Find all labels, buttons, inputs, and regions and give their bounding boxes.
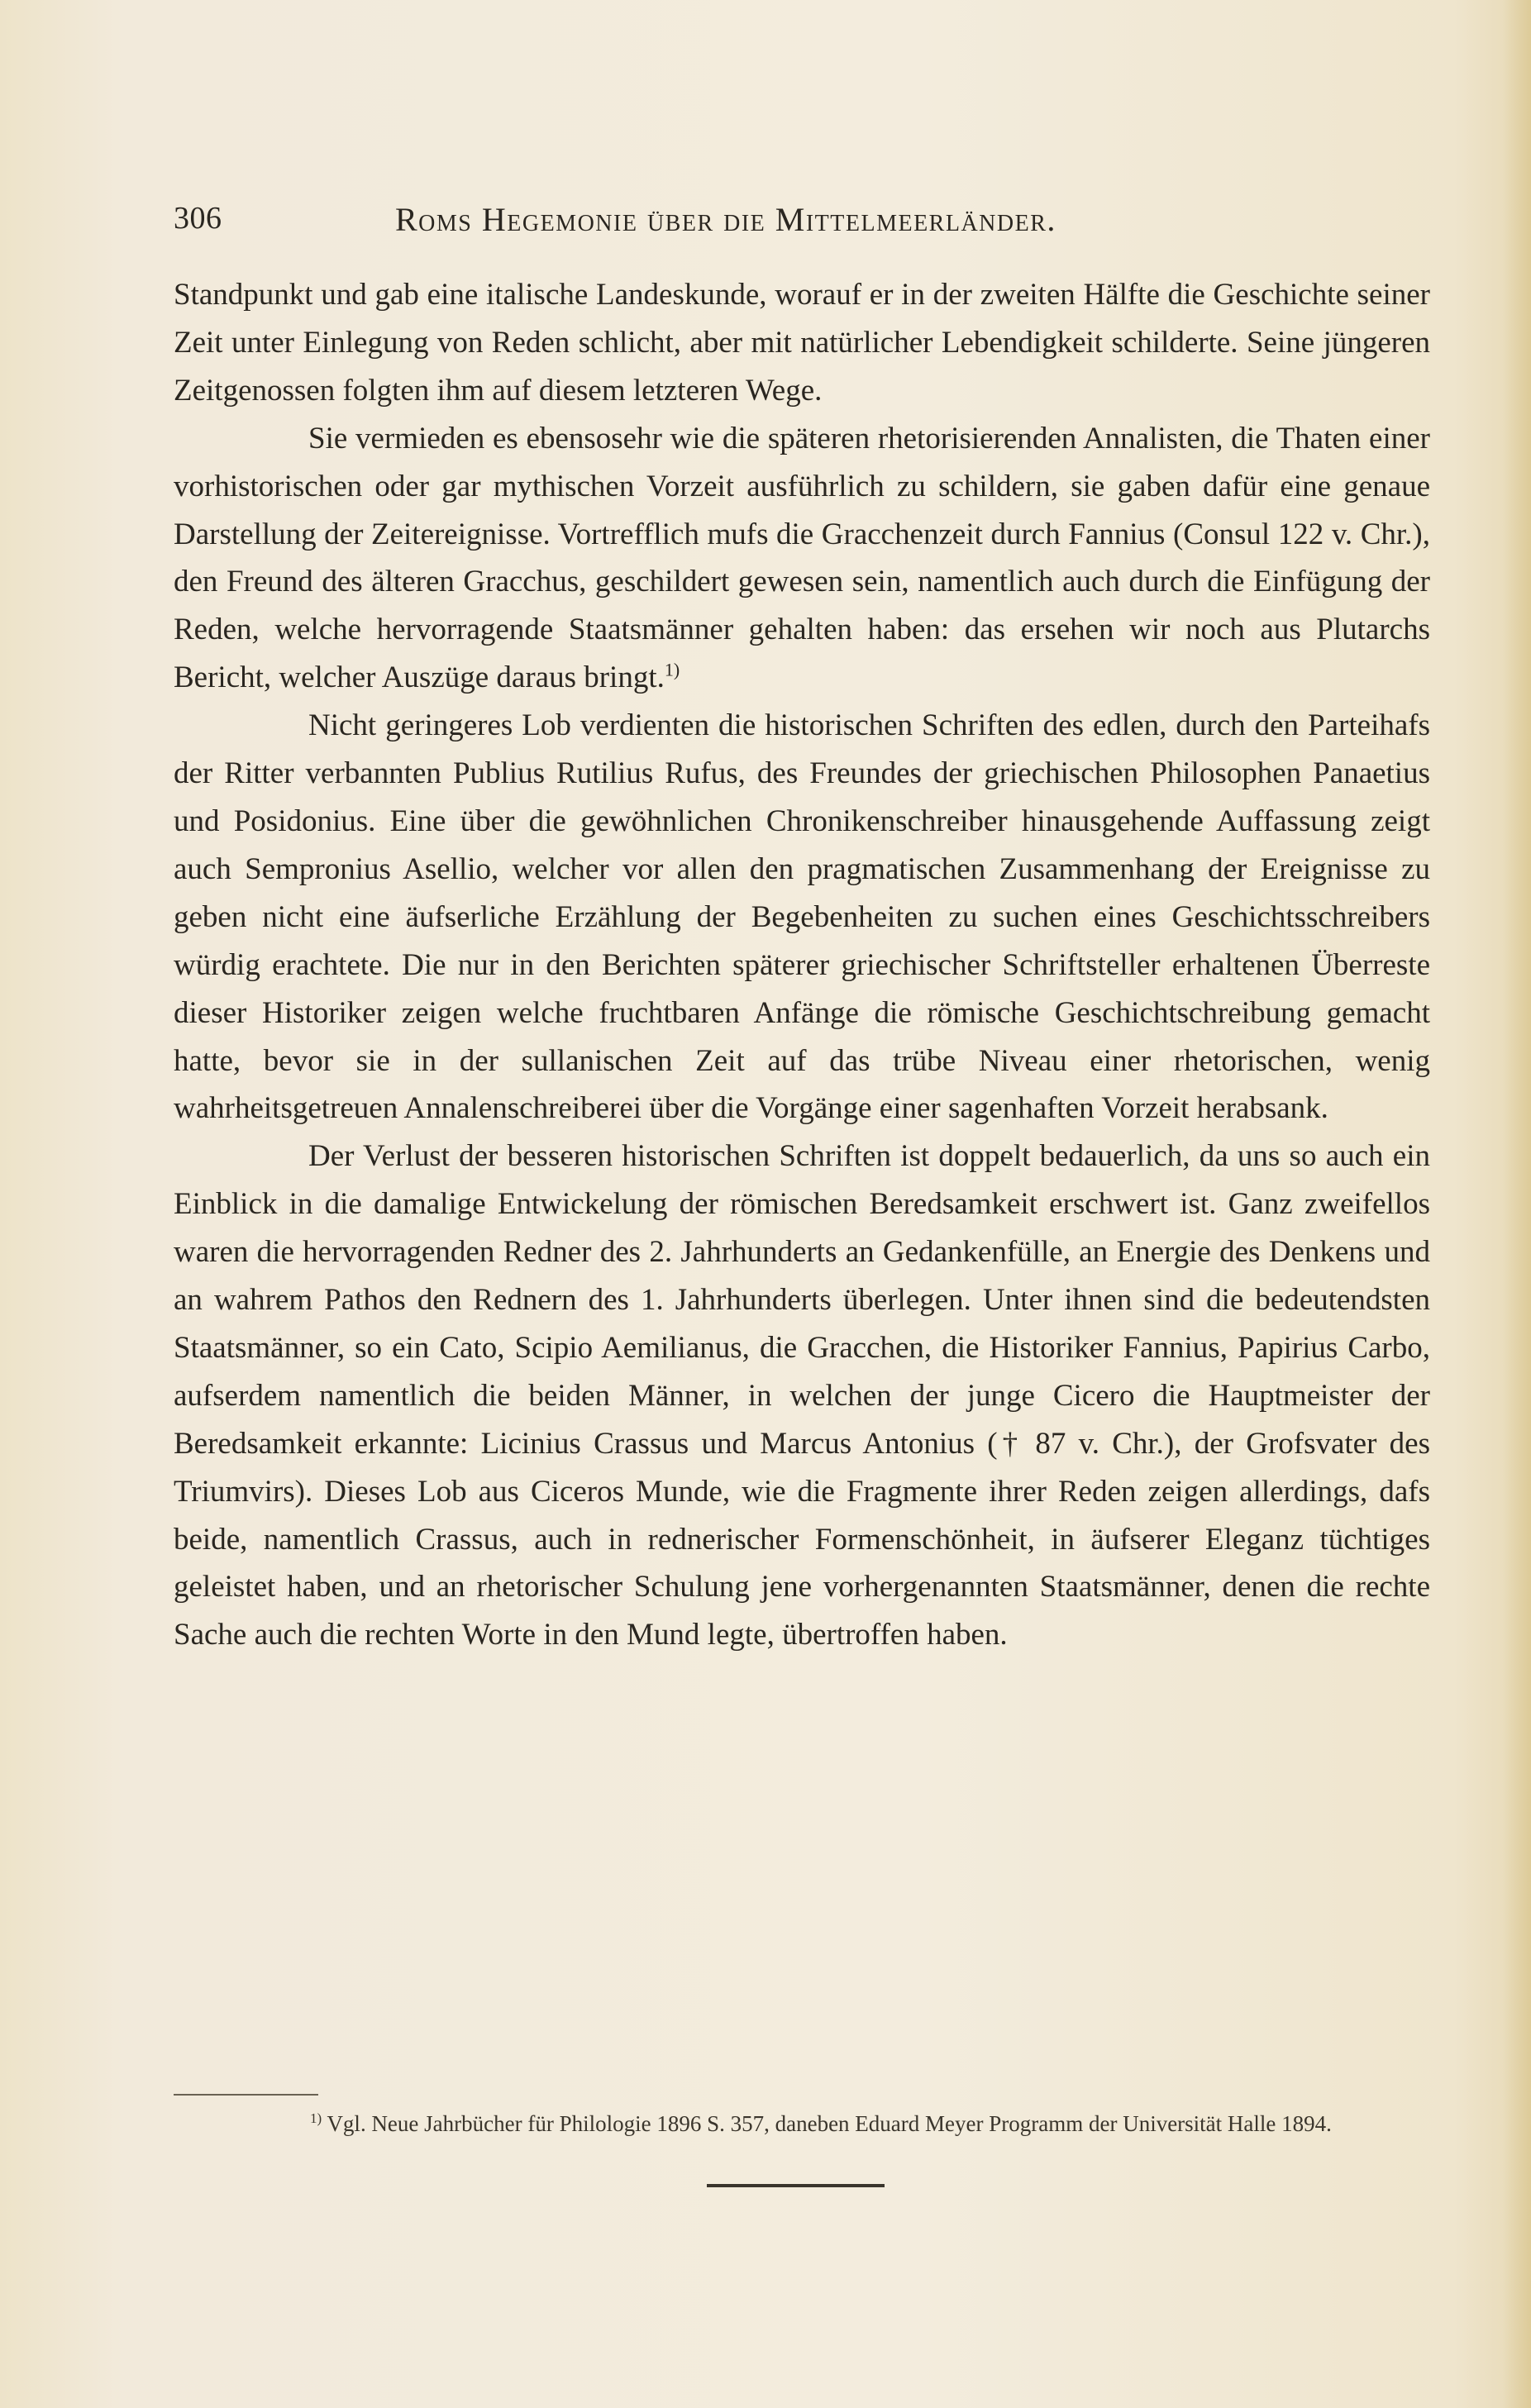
paragraph-2-text: Sie vermieden es ebensosehr wie die späteren rhetorisierenden Annalisten, die Thaten einer vorhistorischen oder gar mythischen Vorzeit ausführlich zu schildern, sie gaben dafür eine genaue Darstellung der Zeitereignisse. Vortrefflich mufs die Gracchenzeit durch Fannius (Consul 122 v. Chr.), den Freund des älteren Gracchus, geschildert gewesen sein, namentlich auch durch die Einfügung der Reden, welche hervorragende Staatsmänner gehalten haben: das ersehen wir noch aus Plutarchs Bericht, welcher Auszüge daraus bringt.: [174, 421, 1430, 695]
body-text: [174, 271, 1430, 1659]
footnote-text: Vgl. Neue Jahrbücher für Philologie 1896 S. 357, daneben Eduard Meyer Programm der Universität Halle 1894.: [327, 2111, 1332, 2136]
page-number: 306: [174, 201, 222, 236]
running-title: Roms Hegemonie über die Mittelmeerländer.: [395, 201, 1056, 238]
page-binding-edge: [1503, 0, 1531, 2408]
footnote-marker: 1): [310, 2110, 322, 2126]
end-divider: [707, 2184, 885, 2187]
footnote-divider: [174, 2094, 318, 2096]
paragraph-4: Der Verlust der besseren historischen Schriften ist doppelt bedauerlich, da uns so auch ein Einblick in die damalige Entwickelung der römischen Beredsamkeit erschwert ist. Ganz zweifellos waren die hervorragenden Redner des 2. Jahrhunderts an Gedankenfülle, an Energie des Denkens und an wahrem Pathos den Rednern des 1. Jahrhunderts überlegen. Unter ihnen sind die bedeutendsten Staatsmänner, so ein Cato, Scipio Aemilianus, die Gracchen, die Historiker Fannius, Papirius Carbo, aufserdem namentlich die beiden Männer, in welchen der junge Cicero die Hauptmeister der Beredsamkeit erkannte: Licinius Crassus und Marcus Antonius († 87 v. Chr.), der Grofsvater des Triumvirs). Dieses Lob aus Ciceros Munde, wie die Fragmente ihrer Reden zeigen allerdings, dafs beide, namentlich Crassus, auch in rednerischer Formenschönheit, in äufserer Eleganz tüchtiges geleistet haben, und an rhetorischer Schulung jene vorhergenannten Staatsmänner, denen die rechte Sache auch die rechten Worte in den Mund legte, übertroffen haben.: [174, 1139, 1430, 1652]
page-header: [174, 200, 1327, 246]
paragraph-2: [174, 415, 1430, 702]
paragraph-1: Standpunkt und gab eine italische Landeskunde, worauf er in der zweiten Hälfte die Geschichte seiner Zeit unter Einlegung von Reden schlicht, aber mit natürlicher Lebendigkeit schilderte. Seine jüngeren Zeitgenossen folgten ihm auf diesem letzteren Wege.: [174, 278, 1430, 408]
footnote: [174, 2108, 1430, 2139]
footnote-reference[interactable]: 1): [664, 659, 680, 680]
paragraph-3: Nicht geringeres Lob verdienten die historischen Schriften des edlen, durch den Parteihafs der Ritter verbannten Publius Rutilius Rufus, des Freundes der griechischen Philosophen Panaetius und Posidonius. Eine über die gewöhnlichen Chronikenschreiber hinausgehende Auffassung zeigt auch Sempronius Asellio, welcher vor allen den pragmatischen Zusammenhang der Ereignisse zu geben nicht eine äufserliche Erzählung der Begebenheiten zu suchen eines Geschichtsschreibers würdig erachtete. Die nur in den Berichten späterer griechischer Schriftsteller erhaltenen Überreste dieser Historiker zeigen welche fruchtbaren Anfänge die römische Geschichtschreibung gemacht hatte, bevor sie in der sullanischen Zeit auf das trübe Niveau einer rhetorischen, wenig wahrheitsgetreuen Annalenschreiberei über die Vorgänge einer sagenhaften Vorzeit herabsank.: [174, 708, 1430, 1126]
